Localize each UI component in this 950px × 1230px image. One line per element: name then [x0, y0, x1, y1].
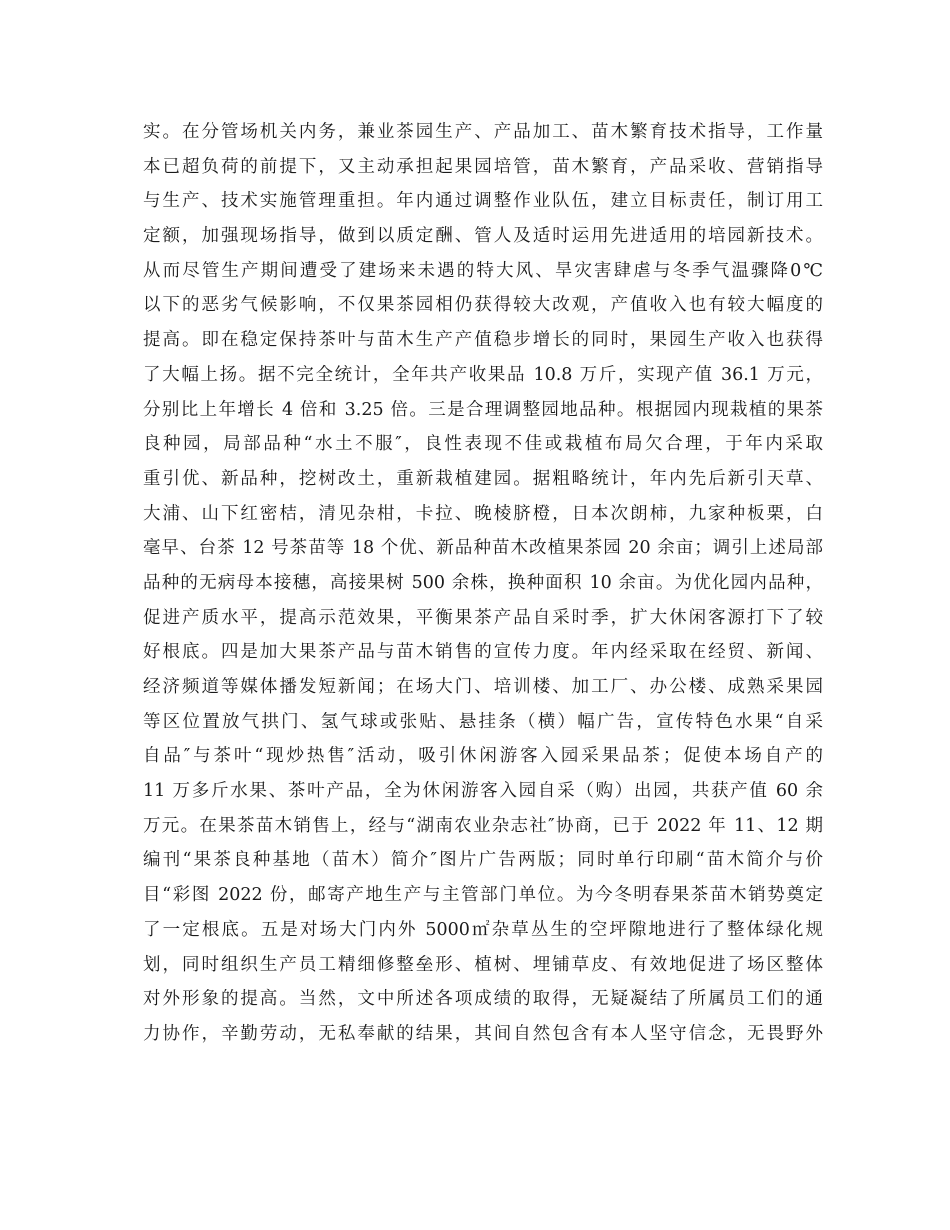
- text-line-20: 11 万多斤水果、茶叶产品，全为休闲游客入园自采（购）出园，共获产值 60 余: [143, 781, 823, 802]
- text-line-1: 实。在分管场机关内务，兼业茶园生产、产品加工、苗木繁育技术指导，工作量: [143, 122, 823, 142]
- text-line-16: 好根底。四是加大果茶产品与苗木销售的宣传力度。年内经采取在经贸、新闻、: [143, 642, 823, 663]
- text-line-25: 划，同时组织生产员工精细修整垒形、植树、埋铺草皮、有效地促进了场区整体: [143, 954, 823, 975]
- text-line-14: 品种的无病母本接穗，高接果树 500 余株，换种面积 10 余亩。为优化园内品种，: [143, 572, 823, 593]
- text-line-18: 等区位置放气拱门、氢气球或张贴、悬挂条（横）幅广告，宣传特色水果“自采: [143, 711, 823, 732]
- text-line-13: 毫早、台茶 12 号茶苗等 18 个优、新品种苗木改植果茶园 20 余亩；调引上述局部: [143, 538, 823, 559]
- text-line-17: 经济频道等媒体播发短新闻；在场大门、培训楼、加工厂、办公楼、成熟采果园: [143, 677, 823, 697]
- text-line-5: 从而尽管生产期间遭受了建场来未遇的特大风、旱灾害肆虐与冬季气温骤降0℃: [143, 260, 823, 281]
- text-line-6: 以下的恶劣气候影响，不仅果茶园相仍获得较大改观，产值收入也有较大幅度的: [143, 295, 823, 316]
- text-line-12: 大浦、山下红密桔，清见杂柑，卡拉、晚棱脐橙，日本次朗柿，九家种板栗，白: [143, 503, 823, 524]
- text-line-26: 对外形象的提高。当然，文中所述各项成绩的取得，无疑凝结了所属员工们的通: [143, 989, 823, 1010]
- text-line-10: 良种园，局部品种“水土不服″，良性表现不佳或栽植布局欠合理，于年内采取: [143, 434, 823, 455]
- text-line-23: 目“彩图 2022 份，邮寄产地生产与主管部门单位。为今冬明春果茶苗木销势奠定: [143, 885, 823, 906]
- text-line-3: 与生产、技术实施管理重担。年内通过调整作业队伍，建立目标责任，制订用工: [143, 191, 823, 212]
- text-line-2: 本已超负荷的前提下，又主动承担起果园培管，苗木繁育，产品采收、营销指导: [143, 156, 823, 177]
- text-line-15: 促进产质水平，提高示范效果，平衡果茶产品自采时季，扩大休闲客源打下了较: [143, 607, 823, 628]
- text-line-19: 自品″与茶叶“现炒热售″活动，吸引休闲游客入园采果品茶；促使本场自产的: [143, 746, 823, 767]
- text-line-11: 重引优、新品种，挖树改土，重新栽植建园。据粗略统计，年内先后新引天草、: [143, 468, 823, 489]
- text-line-27: 力协作，辛勤劳动，无私奉献的结果，其间自然包含有本人坚守信念，无畏野外: [143, 1023, 823, 1044]
- body-text: [143, 115, 823, 1052]
- text-line-22: 编刊“果茶良种基地（苗木）简介″图片广告两版；同时单行印刷“苗木简介与价: [143, 850, 823, 871]
- text-line-24: 了一定根底。五是对场大门内外 5000㎡杂草丛生的空坪隙地进行了整体绿化规: [143, 919, 823, 940]
- text-line-8: 了大幅上扬。据不完全统计，全年共产收果品 10.8 万斤，实现产值 36.1 万元，: [143, 364, 823, 385]
- text-line-4: 定额，加强现场指导，做到以质定酬、管人及适时运用先进适用的培园新技术。: [143, 226, 823, 247]
- text-line-7: 提高。即在稳定保持茶叶与苗木生产产值稳步增长的同时，果园生产收入也获得: [143, 330, 823, 351]
- text-line-9: 分别比上年增长 4 倍和 3.25 倍。三是合理调整园地品种。根据园内现栽植的果茶: [143, 399, 823, 420]
- text-line-21: 万元。在果茶苗木销售上，经与“湖南农业杂志社″协商，已于 2022 年 11、12 期: [143, 815, 823, 836]
